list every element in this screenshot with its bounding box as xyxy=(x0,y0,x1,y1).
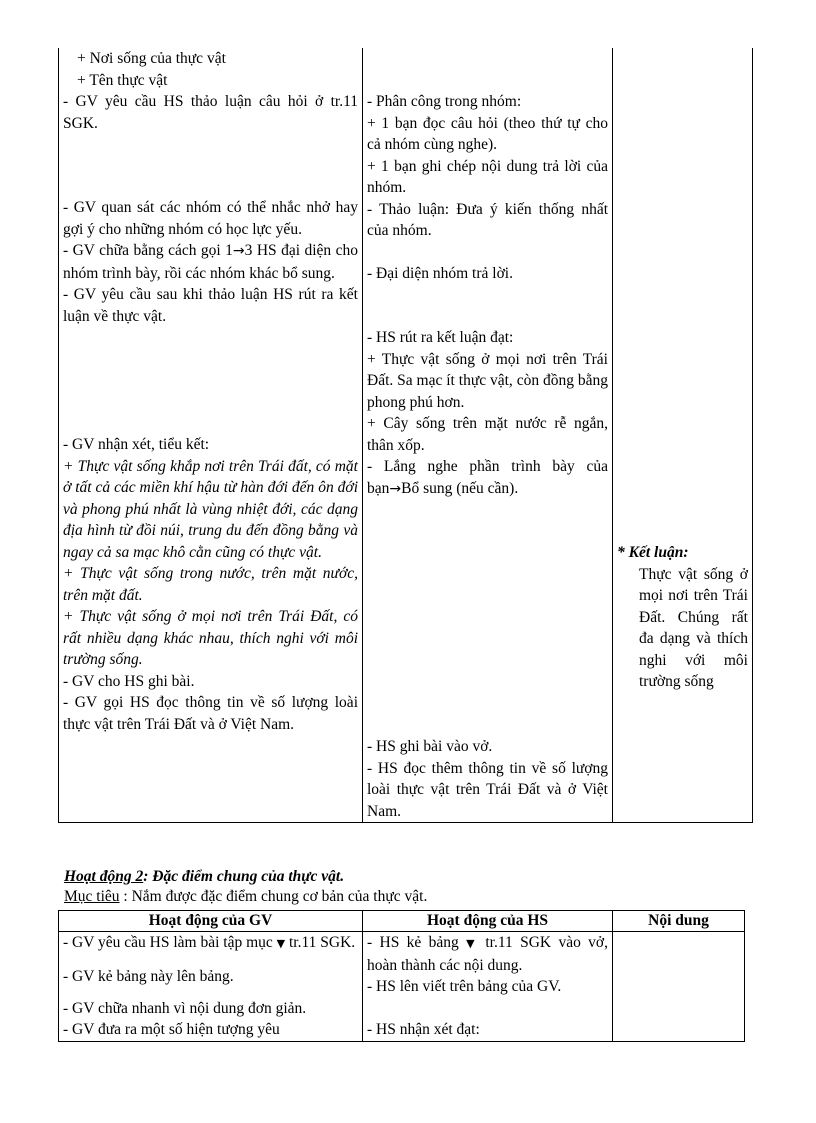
column-header: Hoạt động của HS xyxy=(363,911,613,932)
activity-heading: Hoạt động 2: Đặc điểm chung của thực vật. xyxy=(64,868,345,885)
gv-line: + Nơi sống của thực vật xyxy=(77,50,226,67)
gv-cell: - GV yêu cầu HS làm bài tập mục ▼ tr.11 SGK. xyxy=(59,932,363,966)
content-column xyxy=(613,48,753,823)
hs-line: - HS rút ra kết luận đạt: xyxy=(367,329,514,346)
conclusion-title: * Kết luận: xyxy=(617,544,689,561)
hs-cell: - HS nhận xét đạt: xyxy=(363,1019,613,1041)
column-header: Nội dung xyxy=(613,911,745,932)
gv-cell: - GV chữa nhanh vì nội dung đơn giản. xyxy=(59,998,363,1020)
gv-cell: - GV kẻ bảng này lên bảng. xyxy=(59,966,363,998)
gv-line: + Tên thực vật xyxy=(77,71,168,89)
hs-line: + 1 bạn ghi chép nội dung trả lời của nhóm. xyxy=(367,157,608,196)
gv-line-italic: + Thực vật sống khắp nơi trên Trái đất, có mặt ở tất cả các miền khí hậu từ hàn đới đến ôn đới và phong phú nhất là vùng nhiệt đới, các dạng địa hình từ đồi núi, trung du đến đồng bằng và ngay cả sa mạc khô cằn cũng có thực vật. xyxy=(63,457,358,561)
activity-goal: Mục tiêu : Nắm được đặc điểm chung cơ bản của thực vật. xyxy=(64,888,428,905)
arrow-icon: → xyxy=(232,243,245,259)
activity-table-continued xyxy=(58,48,753,823)
gv-line: - GV gọi HS đọc thông tin về số lượng loài thực vật trên Trái Đất và ở Việt Nam. xyxy=(63,694,358,733)
hs-cell: - HS kẻ bảng ▼ tr.11 SGK vào vở, hoàn thành các nội dung. - HS lên viết trên bảng của GV. xyxy=(363,932,613,998)
gv-column xyxy=(59,48,363,823)
triangle-icon: ▼ xyxy=(276,937,286,950)
hs-column xyxy=(363,48,613,823)
hs-line: + Thực vật sống ở mọi nơi trên Trái Đất. Sa mạc ít thực vật, còn đồng bằng phong phú hơn. xyxy=(367,350,608,411)
hs-line: + Cây sống trên mặt nước rễ ngắn, thân xốp. xyxy=(367,415,608,454)
hs-line: - Thảo luận: Đưa ý kiến thống nhất của nhóm. xyxy=(367,200,608,239)
triangle-icon: ▼ xyxy=(466,937,479,950)
gv-line: - GV yêu cầu HS thảo luận câu hỏi ở tr.11 SGK. xyxy=(63,93,358,132)
gv-line: - GV chữa bằng cách gọi 1→3 HS đại diện cho nhóm trình bày, rồi các nhóm khác bổ sung. xyxy=(63,242,358,282)
gv-line-italic: + Thực vật sống trong nước, trên mặt nước, trên mặt đất. xyxy=(63,565,358,604)
hs-line: + 1 bạn đọc câu hỏi (theo thứ tự cho cả nhóm cùng nghe). xyxy=(367,114,608,153)
hs-line: - Đại diện nhóm trả lời. xyxy=(367,264,513,282)
arrow-icon: → xyxy=(389,480,402,497)
hs-line: - Phân công trong nhóm: xyxy=(367,93,522,110)
content-cell xyxy=(613,932,745,1042)
gv-line: - GV quan sát các nhóm có thể nhắc nhở hay gợi ý cho những nhóm có học lực yếu. xyxy=(63,199,358,238)
hs-line: - HS ghi bài vào vở. xyxy=(367,738,493,755)
gv-line: - GV yêu cầu sau khi thảo luận HS rút ra kết luận về thực vật. xyxy=(63,286,358,325)
gv-cell: - GV đưa ra một số hiện tượng yêu xyxy=(59,1019,363,1041)
column-header: Hoạt động của GV xyxy=(59,911,363,932)
gv-line-italic: + Thực vật sống ở mọi nơi trên Trái Đất, có rất nhiều dạng khác nhau, thích nghi với môi trường sống. xyxy=(63,608,358,668)
hs-line: - Lắng nghe phần trình bày của bạn→Bổ sung (nếu cần). xyxy=(367,458,608,497)
gv-line: - GV nhận xét, tiểu kết: xyxy=(63,436,210,453)
conclusion-body: Thực vật sống ở mọi nơi trên Trái Đất. Chúng rất đa dạng và thích nghi với môi trường sống xyxy=(639,565,748,690)
activity-table xyxy=(58,910,745,1042)
hs-cell xyxy=(363,998,613,1020)
hs-line: - HS đọc thêm thông tin về số lượng loài thực vật trên Trái Đất và ở Việt Nam. xyxy=(367,759,608,820)
gv-line: - GV cho HS ghi bài. xyxy=(63,672,195,690)
